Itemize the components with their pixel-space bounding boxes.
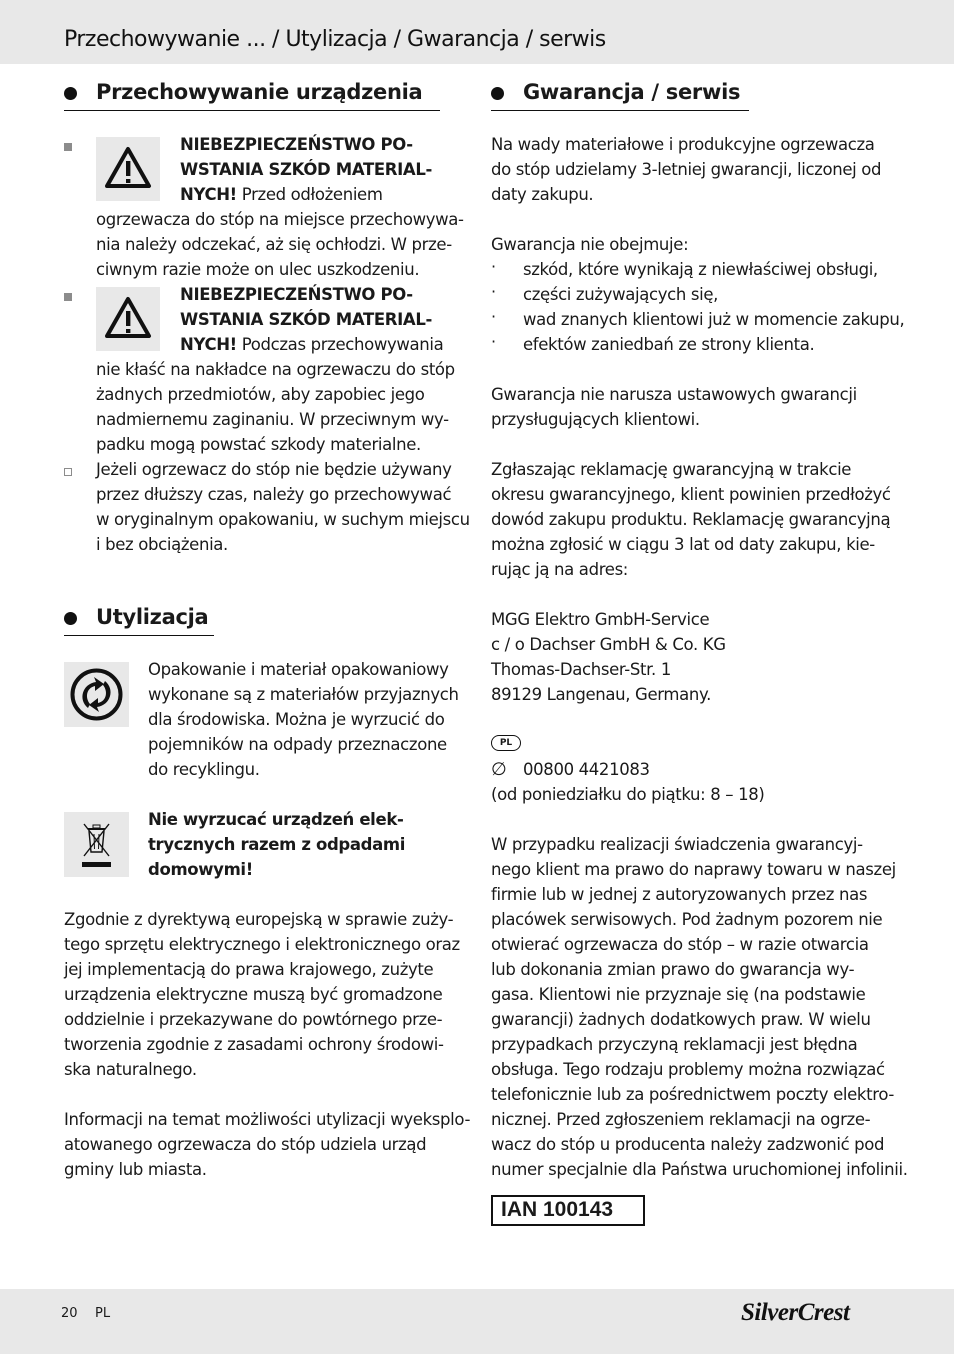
exclusion-item: szkód, które wynikają z niewłaściwej obsługi, <box>523 260 878 279</box>
weee-line2: trycznych razem z odpadami <box>148 835 406 854</box>
storage-heading: Przechowywanie urządzenia <box>64 80 440 111</box>
directive-line3: jej implementacją do prawa krajowego, zużyte <box>64 960 434 979</box>
directive-line2: tego sprzętu elektrycznego i elektronicznego oraz <box>64 935 460 954</box>
storage-step-line1: Jeżeli ogrzewacz do stóp nie będzie używany <box>96 460 452 479</box>
warning-icon <box>96 287 160 351</box>
warning1-line4: ogrzewacza do stóp na miejsce przechowywa- <box>96 210 464 229</box>
repair-line6: lub dokonania zmian prawo do gwarancja wy- <box>491 960 855 979</box>
exclusions-title: Gwarancja nie obejmuje: <box>491 235 689 254</box>
claim-line5: rując ją na adres: <box>491 560 629 579</box>
ian-box <box>491 1195 645 1226</box>
repair-line2: nego klient ma prawo do naprawy towaru w naszej <box>491 860 896 879</box>
directive-line6: tworzenia zgodnie z zasadami ochrony środowi- <box>64 1035 444 1054</box>
packaging-line3: dla środowiska. Można je wyrzucić do <box>148 710 445 729</box>
list-step-square-icon <box>64 468 72 476</box>
directive-line1: Zgodnie z dyrektywą europejską w sprawie zuży- <box>64 910 454 929</box>
repair-line5: otwierać ogrzewacza do stóp – w razie otwarcia <box>491 935 869 954</box>
ian-number: IAN 100143 <box>501 1198 614 1221</box>
claim-line1: Zgłaszając reklamację gwarancyjną w trakcie <box>491 460 852 479</box>
repair-line4: placówek serwisowych. Pod żadnym pozorem nie <box>491 910 883 929</box>
storage-step-line2: przez dłuższy czas, należy go przechowywać <box>96 485 452 504</box>
warranty-intro-line1: Na wady materiałowe i produkcyjne ogrzewacza <box>491 135 875 154</box>
warranty-intro-line3: daty zakupu. <box>491 185 594 204</box>
claim-line2: okresu gwarancyjnego, klient powinien przedłożyć <box>491 485 891 504</box>
repair-line7: gasa. Klientowi nie przyznaje się (na podstawie <box>491 985 866 1004</box>
repair-line14: numer specjalnie dla Państwa uruchomionej infolinii. <box>491 1160 908 1179</box>
weee-line3: domowymi! <box>148 860 253 879</box>
directive-line5: oddzielnie i przekazywane do powtórnego prze- <box>64 1010 443 1029</box>
phone-number: 00800 4421083 <box>523 760 650 779</box>
country-badge-pl: PL <box>491 735 521 751</box>
brand-logo: SilverCrest <box>741 1299 850 1326</box>
exclusion-item: części zużywających się, <box>523 285 719 304</box>
warning2-line2: WSTANIA SZKÓD MATERIAL- <box>180 310 433 329</box>
warning2-line1: NIEBEZPIECZEŃSTWO PO- <box>180 285 413 304</box>
packaging-line2: wykonane są z materiałów przyjaznych <box>148 685 459 704</box>
warning1-line3: NYCH! Przed odłożeniem <box>180 185 383 204</box>
info-line1: Informacji na temat możliwości utylizacji wyeksplo- <box>64 1110 471 1129</box>
storage-step-line4: i bez obciążenia. <box>96 535 228 554</box>
repair-line13: wacz do stóp u producenta należy zadzwonić pod <box>491 1135 885 1154</box>
address-line2: c / o Dachser GmbH & Co. KG <box>491 635 726 654</box>
repair-line3: firmie lub w jednej z autoryzowanych przez nas <box>491 885 868 904</box>
warning2-line5: żadnych przedmiotów, aby zapobiec jego <box>96 385 425 404</box>
list-dot-icon: · <box>491 307 497 326</box>
list-square-bullet-icon <box>64 143 72 151</box>
warning1-line1: NIEBEZPIECZEŃSTWO PO- <box>180 135 413 154</box>
heading-bullet-icon <box>491 87 504 100</box>
packaging-line1: Opakowanie i materiał opakowaniowy <box>148 660 449 679</box>
language-code: PL <box>95 1306 111 1321</box>
directive-line4: urządzenia elektryczne muszą być gromadzone <box>64 985 443 1004</box>
warranty-intro-line2: do stóp udzielamy 3-letniej gwarancji, liczonej od <box>491 160 882 179</box>
warning2-line7: padku mogą powstać szkody materialne. <box>96 435 421 454</box>
repair-line8: gwarancji) żadnych dodatkowych praw. W wielu <box>491 1010 871 1029</box>
address-line1: MGG Elektro GmbH-Service <box>491 610 710 629</box>
disposal-heading: Utylizacja <box>64 605 214 636</box>
address-line4: 89129 Langenau, Germany. <box>491 685 711 704</box>
repair-line12: nicznej. Przed zgłoszeniem reklamacji na ogrze- <box>491 1110 871 1129</box>
statutory-line2: przysługujących klientowi. <box>491 410 700 429</box>
weee-line1: Nie wyrzucać urządzeń elek- <box>148 810 404 829</box>
repair-line10: obsługa. Tego rodzaju problemy można rozwiązać <box>491 1060 885 1079</box>
warning2-line3: NYCH! Podczas przechowywania <box>180 335 444 354</box>
repair-line9: przypadkach przyczyną reklamacji jest błędna <box>491 1035 858 1054</box>
claim-line3: dowód zakupu produktu. Reklamację gwarancyjną <box>491 510 891 529</box>
directive-line7: ska naturalnego. <box>64 1060 197 1079</box>
phone-hours: (od poniedziałku do piątku: 8 – 18) <box>491 785 765 804</box>
list-dot-icon: · <box>491 282 497 301</box>
heading-bullet-icon <box>64 87 77 100</box>
address-line3: Thomas-Dachser-Str. 1 <box>491 660 671 679</box>
warranty-heading: Gwarancja / serwis <box>491 80 749 111</box>
info-line2: atowanego ogrzewacza do stóp udziela urząd <box>64 1135 427 1154</box>
warning2-line4: nie kłaść na nakładce na ogrzewaczu do stóp <box>96 360 455 379</box>
storage-step-line3: w oryginalnym opakowaniu, w suchym miejscu <box>96 510 470 529</box>
green-dot-recycling-icon <box>64 662 129 727</box>
page-header-title: Przechowywanie ... / Utylizacja / Gwarancja / serwis <box>64 27 606 52</box>
page-number: 20 <box>61 1306 78 1321</box>
warning-icon <box>96 137 160 201</box>
packaging-line5: do recyklingu. <box>148 760 260 779</box>
statutory-line1: Gwarancja nie narusza ustawowych gwarancji <box>491 385 857 404</box>
warning1-line5: nia należy odczekać, aż się ochłodzi. W prze- <box>96 235 452 254</box>
claim-line4: można zgłosić w ciągu 3 lat od daty zakupu, kie- <box>491 535 875 554</box>
list-dot-icon: · <box>491 332 497 351</box>
list-square-bullet-icon <box>64 293 72 301</box>
list-dot-icon: · <box>491 257 497 276</box>
repair-line11: telefonicznie lub za pośrednictwem poczty elektro- <box>491 1085 894 1104</box>
phone-symbol-icon: ∅ <box>491 759 507 780</box>
exclusion-item: efektów zaniedbań ze strony klienta. <box>523 335 815 354</box>
info-line3: gminy lub miasta. <box>64 1160 207 1179</box>
warning1-line6: ciwnym razie może on ulec uszkodzeniu. <box>96 260 420 279</box>
packaging-line4: pojemników na odpady przeznaczone <box>148 735 447 754</box>
heading-bullet-icon <box>64 612 77 625</box>
warning1-line2: WSTANIA SZKÓD MATERIAL- <box>180 160 433 179</box>
repair-line1: W przypadku realizacji świadczenia gwarancyj- <box>491 835 863 854</box>
weee-crossed-bin-icon <box>64 812 129 877</box>
warning2-line6: nadmiernemu zaginaniu. W przeciwnym wy- <box>96 410 449 429</box>
exclusion-item: wad znanych klientowi już w momencie zakupu, <box>523 310 905 329</box>
